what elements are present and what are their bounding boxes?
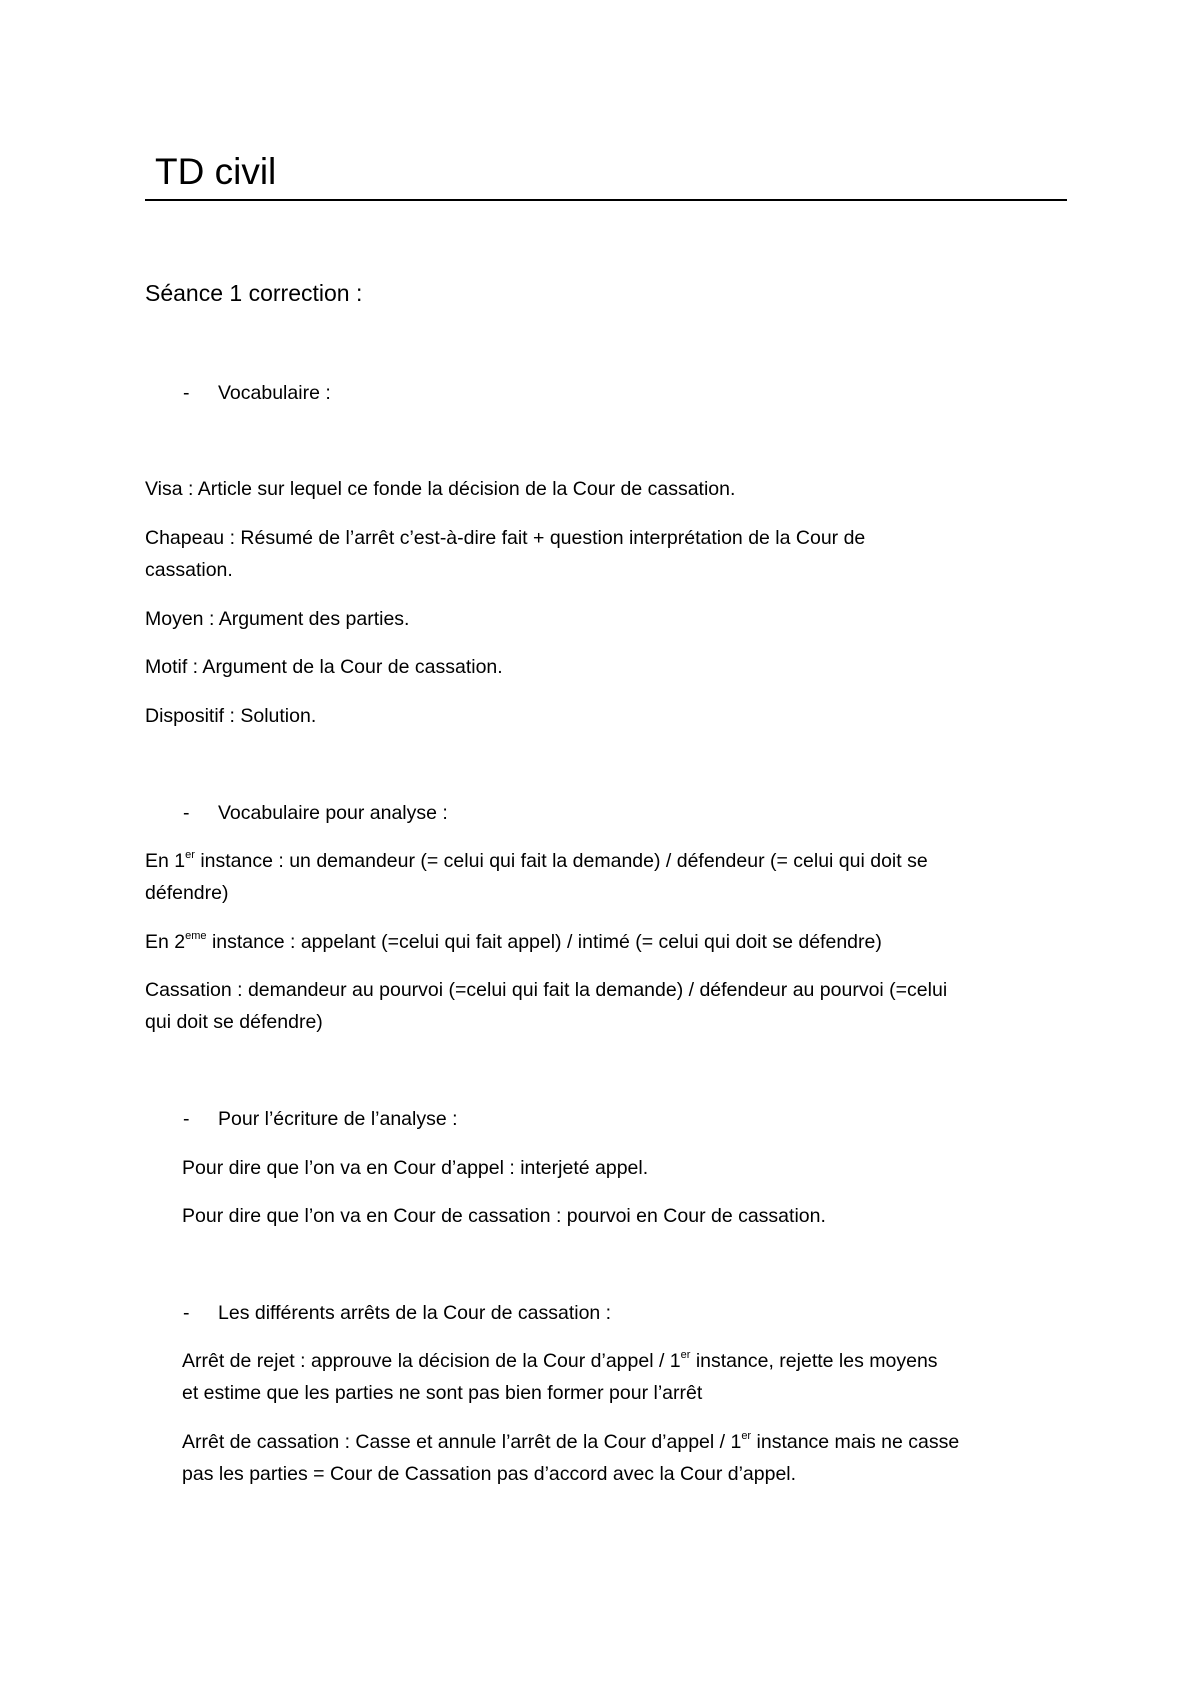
ordinal-superscript: er	[680, 1349, 691, 1361]
definition-motif: Motif : Argument de la Cour de cassation.	[145, 656, 503, 678]
arret-rejet-line2: et estime que les parties ne sont pas bien former pour l’arrêt	[182, 1382, 703, 1404]
title-underline	[145, 199, 1067, 201]
definition-moyen: Moyen : Argument des parties.	[145, 608, 410, 630]
section-heading-ecriture	[183, 1103, 783, 1135]
section-heading-analyse	[183, 797, 783, 829]
analyse-cassation-line1: Cassation : demandeur au pourvoi (=celui qui fait la demande) / défendeur au pourvoi (=celui	[145, 979, 948, 1001]
bullet-dash: -	[183, 1302, 190, 1324]
text-prefix: En 1	[145, 850, 186, 872]
bullet-dash: -	[183, 382, 190, 404]
analyse-second-instance	[145, 926, 882, 958]
ordinal-superscript: eme	[185, 930, 207, 942]
session-subtitle: Séance 1 correction :	[145, 280, 363, 306]
ecriture-cassation: Pour dire que l’on va en Cour de cassation : pourvoi en Cour de cassation.	[182, 1205, 826, 1227]
analyse-first-instance-line2: défendre)	[145, 882, 229, 904]
text-rest: instance, rejette les moyens	[690, 1350, 938, 1372]
section-heading-text: Vocabulaire pour analyse :	[218, 802, 448, 824]
ordinal-superscript: er	[741, 1430, 752, 1442]
text-prefix: En 2	[145, 931, 186, 953]
section-heading-text: Pour l’écriture de l’analyse :	[218, 1108, 458, 1130]
bullet-dash: -	[183, 802, 190, 824]
arret-rejet-line1	[182, 1345, 938, 1377]
section-heading-arrets	[183, 1297, 883, 1329]
text-prefix: Arrêt de rejet : approuve la décision de la Cour d’appel / 1	[182, 1350, 681, 1372]
section-heading-text: Les différents arrêts de la Cour de cassation :	[218, 1302, 612, 1324]
text-prefix: Arrêt de cassation : Casse et annule l’arrêt de la Cour d’appel / 1	[182, 1431, 742, 1453]
text-rest: instance : appelant (=celui qui fait appel) / intimé (= celui qui doit se défendre)	[206, 931, 882, 953]
definition-chapeau-line2: cassation.	[145, 559, 233, 581]
ordinal-superscript: er	[185, 849, 195, 861]
definition-chapeau-line1: Chapeau : Résumé de l’arrêt c’est-à-dire fait + question interprétation de la Cour de	[145, 527, 866, 549]
section-heading-vocabulaire	[183, 377, 683, 409]
arret-cassation-line1	[182, 1426, 959, 1458]
definition-visa: Visa : Article sur lequel ce fonde la décision de la Cour de cassation.	[145, 478, 736, 500]
definition-dispositif: Dispositif : Solution.	[145, 705, 317, 727]
text-rest: instance mais ne casse	[751, 1431, 960, 1453]
text-rest: instance : un demandeur (= celui qui fait la demande) / défendeur (= celui qui doit se	[194, 850, 928, 872]
analyse-cassation-line2: qui doit se défendre)	[145, 1011, 323, 1033]
document-title: TD civil	[155, 151, 277, 192]
arret-cassation-line2: pas les parties = Cour de Cassation pas d’accord avec la Cour d’appel.	[182, 1463, 797, 1485]
analyse-first-instance-line1	[145, 845, 928, 877]
section-heading-text: Vocabulaire :	[218, 382, 331, 404]
ecriture-appel: Pour dire que l’on va en Cour d’appel : interjeté appel.	[182, 1157, 649, 1179]
bullet-dash: -	[183, 1108, 190, 1130]
